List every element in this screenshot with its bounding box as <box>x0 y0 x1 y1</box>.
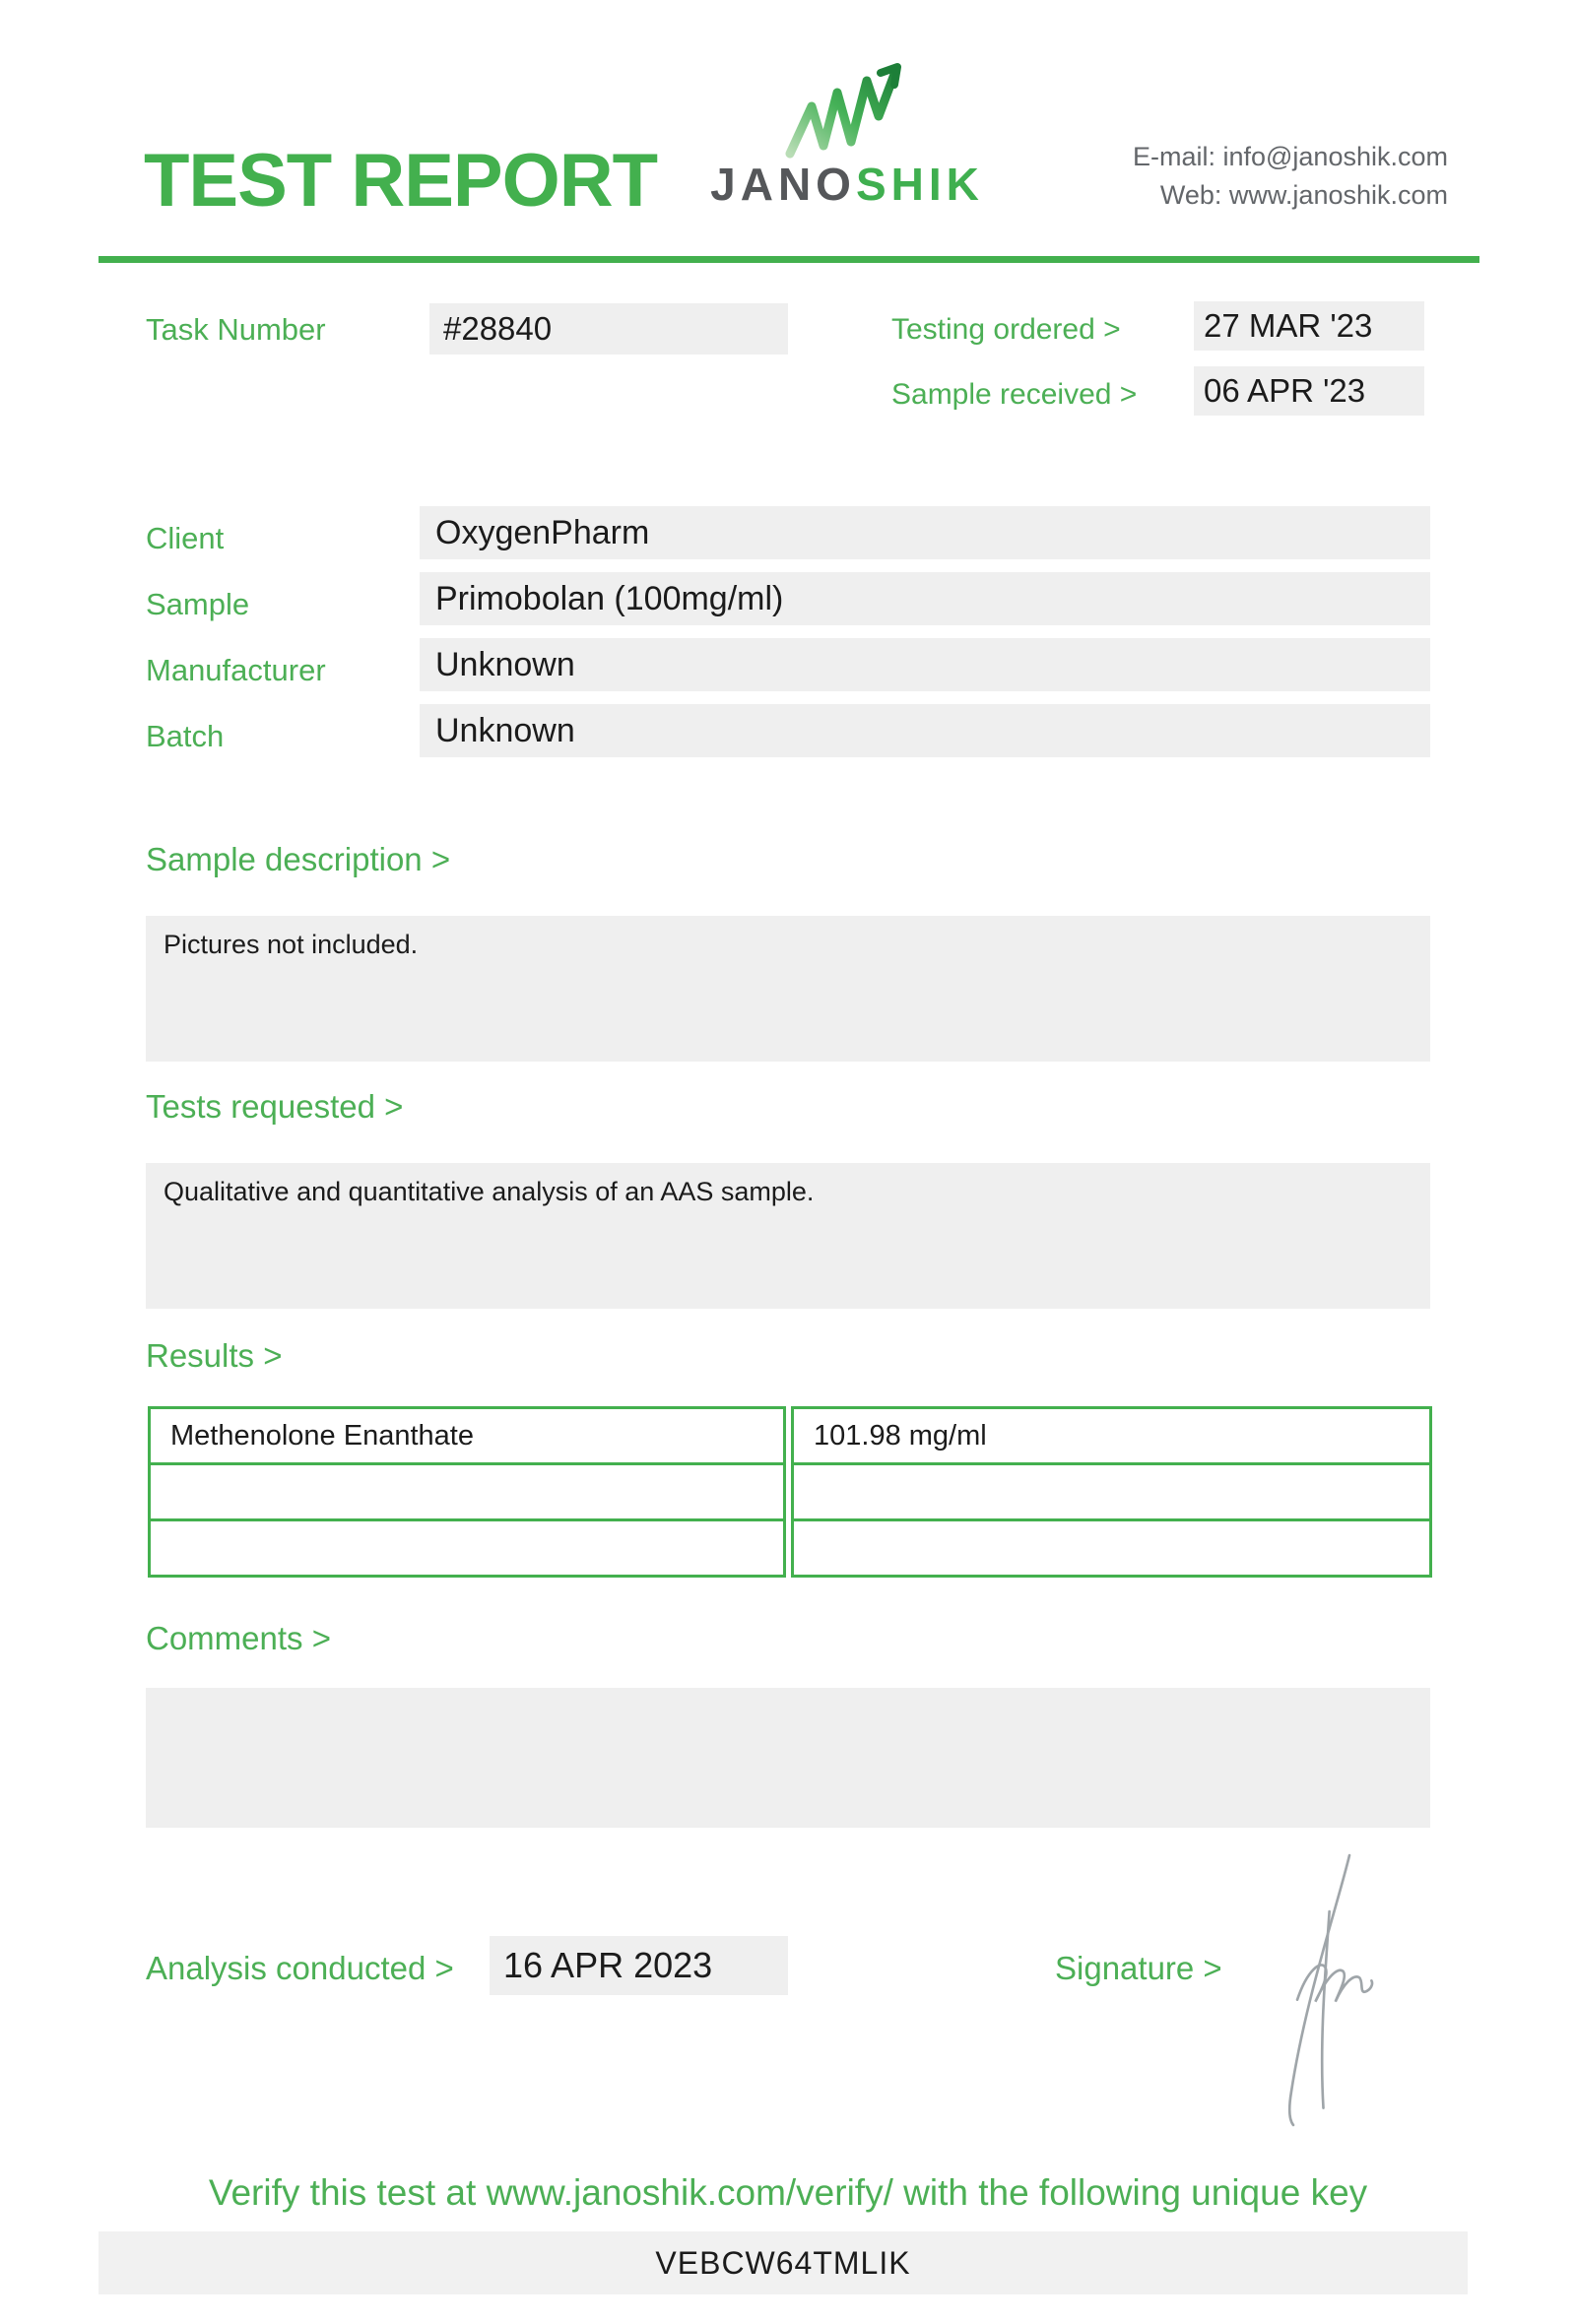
manufacturer-value: Unknown <box>420 638 1430 691</box>
result-value-cell <box>791 1518 1432 1578</box>
sample-description-box: Pictures not included. <box>146 916 1430 1062</box>
signature-scribble-icon <box>1266 1851 1379 2132</box>
sample-received-value: 06 APR '23 <box>1194 366 1424 416</box>
testing-ordered-label: Testing ordered > <box>891 313 1121 346</box>
results-heading: Results > <box>146 1337 283 1374</box>
analysis-conducted-value: 16 APR 2023 <box>490 1936 788 1995</box>
results-analyte-column <box>148 1406 786 1578</box>
sample-received-label: Sample received > <box>891 378 1138 411</box>
logo-shik: SHIK <box>855 159 984 210</box>
client-label: Client <box>146 521 225 555</box>
result-analyte-cell <box>148 1462 786 1521</box>
sample-description-heading: Sample description > <box>146 841 451 877</box>
contact-info <box>1133 138 1448 215</box>
task-number-value: #28840 <box>429 303 788 355</box>
analysis-conducted-label: Analysis conducted > <box>146 1950 454 1986</box>
logo-wordmark <box>690 159 1005 210</box>
batch-value: Unknown <box>420 704 1430 757</box>
batch-label: Batch <box>146 719 225 753</box>
task-number-label: Task Number <box>146 312 326 347</box>
tests-requested-box: Qualitative and quantitative analysis of an AAS sample. <box>146 1163 1430 1309</box>
comments-heading: Comments > <box>146 1620 331 1656</box>
comments-box <box>146 1688 1430 1828</box>
growth-chart-icon <box>754 61 941 160</box>
sample-label: Sample <box>146 587 250 621</box>
tests-requested-heading: Tests requested > <box>146 1088 404 1125</box>
manufacturer-label: Manufacturer <box>146 653 326 687</box>
result-analyte-cell: Methenolone Enanthate <box>148 1406 786 1465</box>
janoshik-logo <box>690 61 1005 210</box>
verify-instruction: Verify this test at www.janoshik.com/verify/ with the following unique key <box>208 2172 1368 2213</box>
sample-value: Primobolan (100mg/ml) <box>420 572 1430 625</box>
result-analyte-cell <box>148 1518 786 1578</box>
header-divider <box>98 256 1479 263</box>
client-value: OxygenPharm <box>420 506 1430 559</box>
contact-email: E-mail: info@janoshik.com <box>1132 142 1448 171</box>
contact-web: Web: www.janoshik.com <box>1159 180 1448 210</box>
results-table <box>148 1406 1432 1578</box>
result-value-cell <box>791 1462 1432 1521</box>
results-value-column <box>791 1406 1432 1578</box>
testing-ordered-value: 27 MAR '23 <box>1194 301 1424 351</box>
logo-jano: JANO <box>710 159 856 210</box>
result-value-cell: 101.98 mg/ml <box>791 1406 1432 1465</box>
signature-label: Signature > <box>1055 1950 1222 1986</box>
page-title: TEST REPORT <box>144 139 658 223</box>
verify-key: VEBCW64TMLIK <box>98 2231 1468 2294</box>
